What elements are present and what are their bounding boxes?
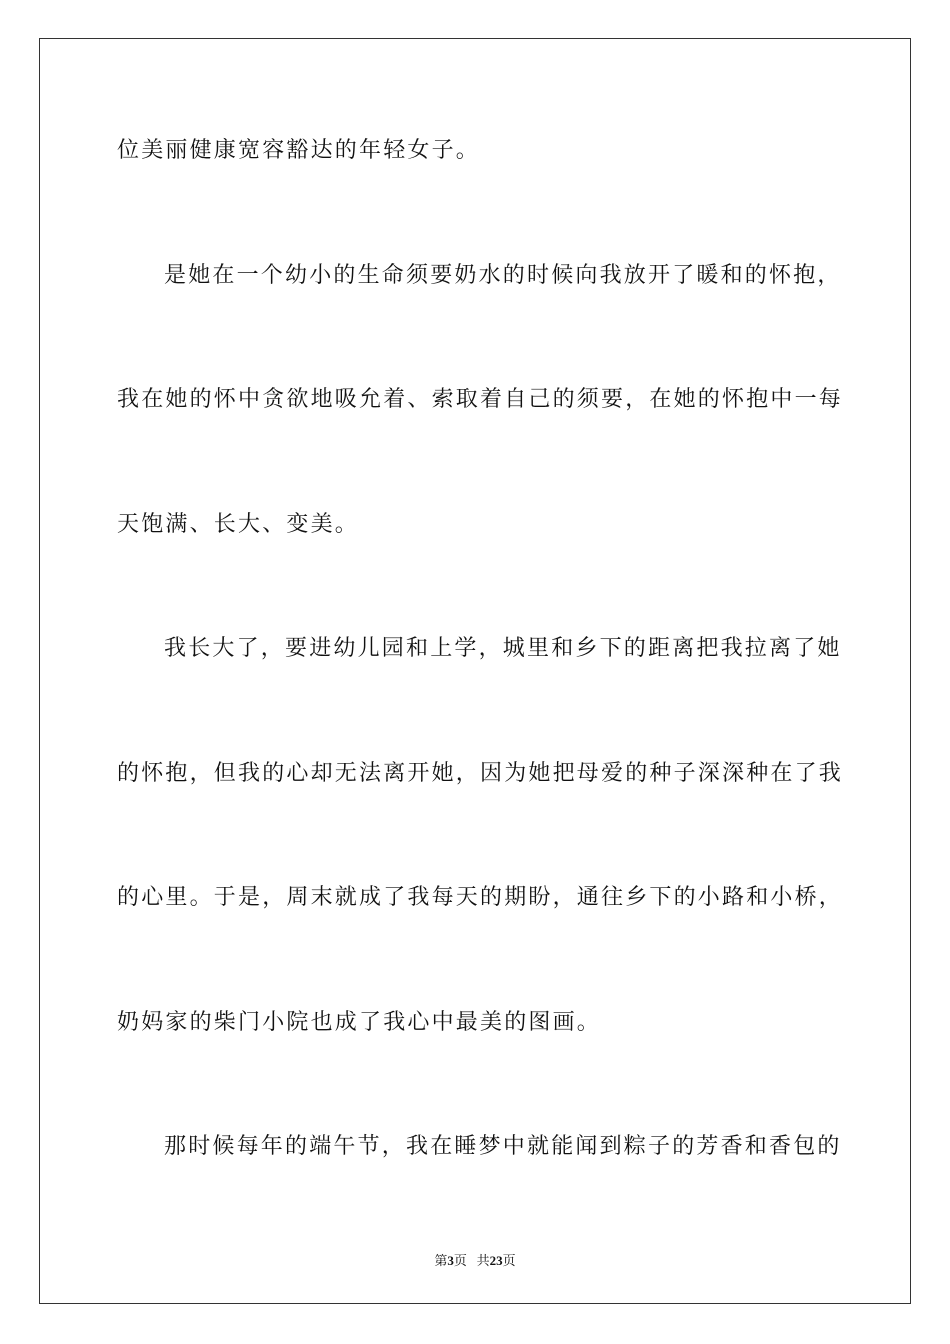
page-footer (0, 1250, 950, 1269)
page-border (39, 38, 911, 1304)
text-line: 天饱满、长大、变美。 (117, 512, 360, 537)
text-line: 我在她的怀中贪欲地吸允着、索取着自己的须要，在她的怀抱中一每 (117, 387, 844, 412)
page-prefix: 第 (434, 1253, 448, 1268)
total-pages: 23 (489, 1253, 503, 1268)
total-suffix: 页 (502, 1253, 516, 1268)
page-number: 3 (447, 1253, 454, 1268)
text-line: 位美丽健康宽容豁达的年轻女子。 (117, 138, 481, 163)
page-suffix: 页 (453, 1253, 467, 1268)
paragraph-first-line: 我长大了，要进幼儿园和上学，城里和乡下的距离把我拉离了她 (164, 636, 842, 661)
paragraph-first-line: 是她在一个幼小的生命须要奶水的时候向我放开了暖和的怀抱， (164, 263, 842, 288)
text-line: 的怀抱，但我的心却无法离开她，因为她把母爱的种子深深种在了我 (117, 761, 844, 786)
text-line: 奶妈家的柴门小院也成了我心中最美的图画。 (117, 1010, 602, 1035)
paragraph-first-line: 那时候每年的端午节，我在睡梦中就能闻到粽子的芳香和香包的 (164, 1134, 842, 1159)
text-line: 的心里。于是，周末就成了我每天的期盼，通往乡下的小路和小桥， (117, 885, 844, 910)
total-prefix: 共 (476, 1253, 490, 1268)
